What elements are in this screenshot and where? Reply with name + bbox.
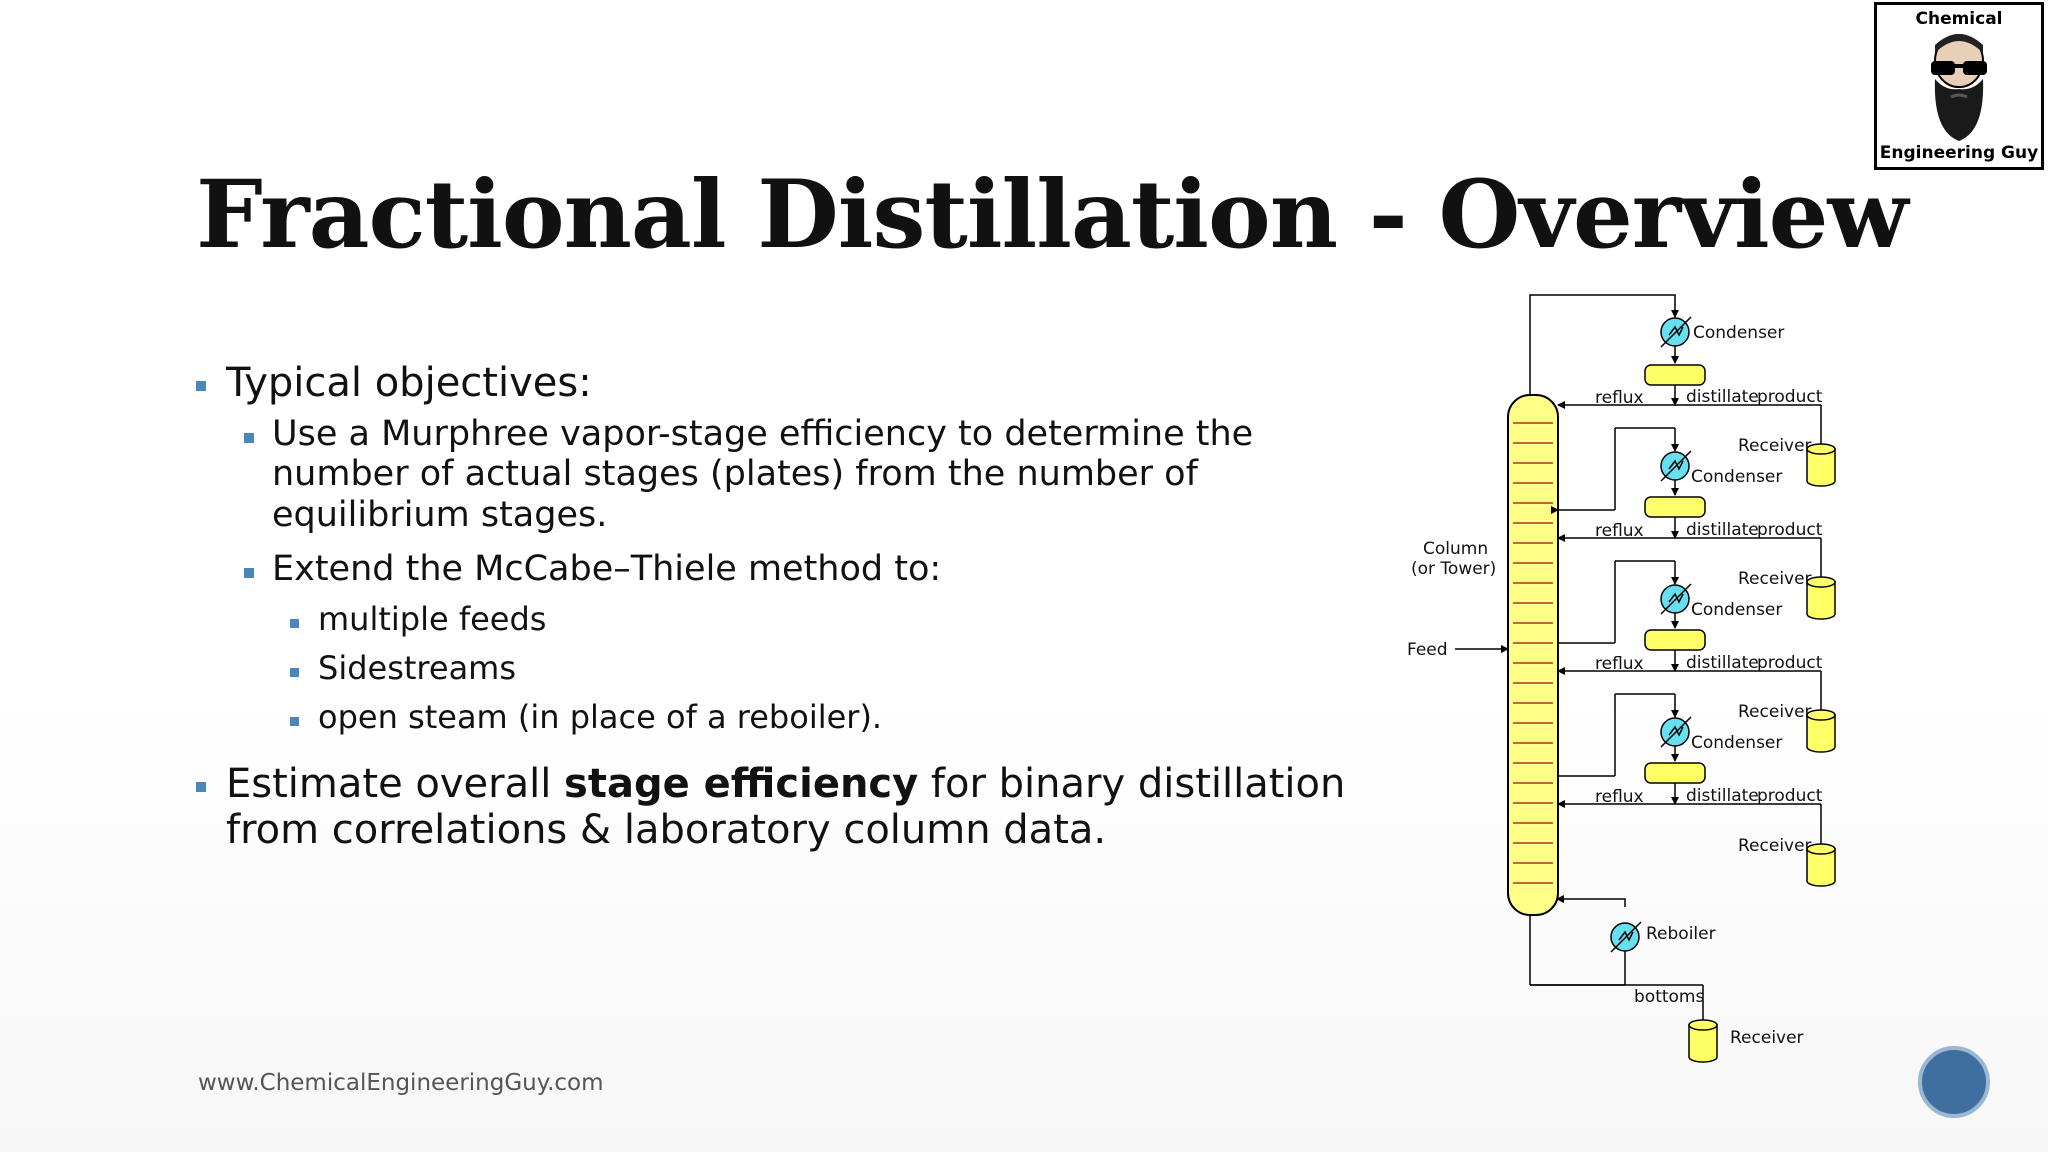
label-product: product (1757, 786, 1823, 806)
nav-circle[interactable] (1918, 1046, 1990, 1118)
label-distillate: distillate (1686, 653, 1759, 673)
bullet-text-pre: Estimate overall (226, 761, 565, 808)
label-column-sub: (or Tower) (1411, 559, 1497, 579)
label-receiver: Receiver (1730, 1028, 1804, 1048)
bullet-open-steam: open steam (in place of a reboiler). (196, 699, 1346, 736)
label-distillate: distillate (1686, 786, 1759, 806)
logo-top-text: Chemical (1915, 9, 2003, 29)
label-receiver: Receiver (1738, 702, 1812, 722)
bullet-sidestreams: Sidestreams (196, 650, 1346, 687)
label-reflux: reflux (1595, 787, 1644, 807)
logo (1874, 2, 2044, 170)
reboiler-unit (1611, 922, 1641, 952)
label-reboiler: Reboiler (1646, 924, 1716, 944)
label-feed: Feed (1407, 640, 1448, 660)
label-receiver: Receiver (1738, 569, 1812, 589)
label-distillate: distillate (1686, 520, 1759, 540)
drum-icon (1645, 365, 1705, 385)
bullet-stage-efficiency (196, 761, 1346, 853)
bullet-murphree: Use a Murphree vapor-stage efficiency to determine the number of actual stages (plates) from the number of equilibrium stages. (196, 414, 1346, 535)
bullet-text-bold: stage efficiency (564, 761, 919, 808)
column-tower (1508, 395, 1558, 915)
bullet-objectives: Typical objectives: (196, 360, 1346, 406)
logo-bottom-text: Engineering Guy (1879, 143, 2039, 163)
label-reflux: reflux (1595, 388, 1644, 408)
page-title: Fractional Distillation - Overview (196, 160, 1908, 270)
distillation-column-diagram (1395, 285, 1875, 1065)
label-receiver: Receiver (1738, 436, 1812, 456)
label-product: product (1757, 653, 1823, 673)
bullet-list (196, 360, 1346, 853)
label-receiver: Receiver (1738, 836, 1812, 856)
bullet-text-post: for binary distillation from correlations & laboratory column data. (226, 761, 1346, 854)
label-condenser: Condenser (1693, 323, 1785, 343)
label-product: product (1757, 387, 1823, 407)
label-distillate: distillate (1686, 387, 1759, 407)
label-product: product (1757, 520, 1823, 540)
label-bottoms: bottoms (1634, 987, 1705, 1007)
label-reflux: reflux (1595, 654, 1644, 674)
label-column: Column (1423, 539, 1489, 559)
label-condenser: Condenser (1691, 600, 1783, 620)
label-reflux: reflux (1595, 521, 1644, 541)
label-condenser: Condenser (1691, 467, 1783, 487)
bullet-multiple-feeds: multiple feeds (196, 601, 1346, 638)
label-condenser: Condenser (1691, 733, 1783, 753)
footer-website: www.ChemicalEngineeringGuy.com (198, 1070, 604, 1096)
bullet-mccabe-thiele: Extend the McCabe–Thiele method to: (196, 549, 1346, 589)
bearded-man-icon (1917, 31, 2001, 143)
